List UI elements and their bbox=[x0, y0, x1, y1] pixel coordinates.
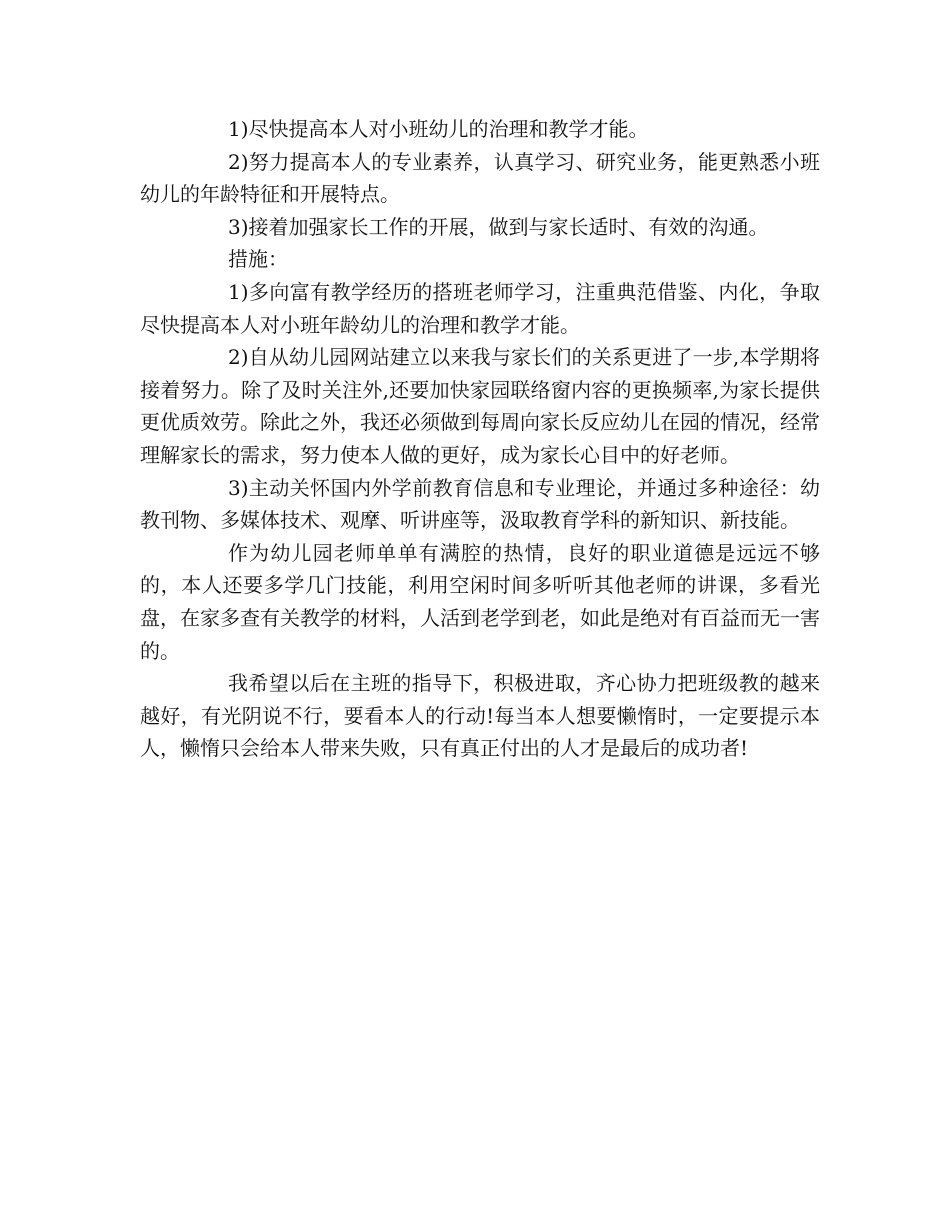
paragraph-conclusion: 我希望以后在主班的指导下，积极进取，齐心协力把班级教的越来越好，有光阴说不行，要看本人的行动!每当本人想要懒惰时，一定要提示本人，懒惰只会给本人带来失败，只有真正付出的人才是最后的成功者! bbox=[140, 671, 820, 761]
paragraph-measure-1: 1)多向富有教学经历的搭班老师学习，注重典范借鉴、内化，争取尽快提高本人对小班年龄幼儿的治理和教学才能。 bbox=[140, 279, 820, 337]
paragraph-goal-1: 1)尽快提高本人对小班幼儿的治理和教学才能。 bbox=[228, 117, 649, 141]
paragraph-reflection: 作为幼儿园老师单单有满腔的热情，良好的职业道德是远远不够的，本人还要多学几门技能，利用空闲时间多听听其他老师的讲课，多看光盘，在家多查有关教学的材料，人活到老学到老，如此是绝对有百益而无一害的。 bbox=[140, 540, 820, 663]
paragraph-goal-2: 2)努力提高本人的专业素养，认真学习、研究业务，能更熟悉小班幼儿的年龄特征和开展特点。 bbox=[140, 149, 820, 207]
paragraph-measure-3: 3)主动关怀国内外学前教育信息和专业理论，并通过多种途径：幼教刊物、多媒体技术、观摩、听讲座等，汲取教育学科的新知识、新技能。 bbox=[140, 475, 820, 533]
paragraph-goal-3: 3)接着加强家长工作的开展，做到与家长适时、有效的沟通。 bbox=[228, 214, 769, 239]
document-body bbox=[140, 113, 820, 765]
measures-heading: 措施： bbox=[228, 247, 288, 272]
paragraph-measure-2: 2)自从幼儿园网站建立以来我与家长们的关系更进了一步,本学期将接着努力。除了及时关注外,还要加快家园联络窗内容的更换频率,为家长提供更优质效劳。除此之外，我还必须做到每周向家长反应幼儿在园的情况，经常理解家长的需求，努力使本人做的更好，成为家长心目中的好老师。 bbox=[140, 345, 820, 467]
